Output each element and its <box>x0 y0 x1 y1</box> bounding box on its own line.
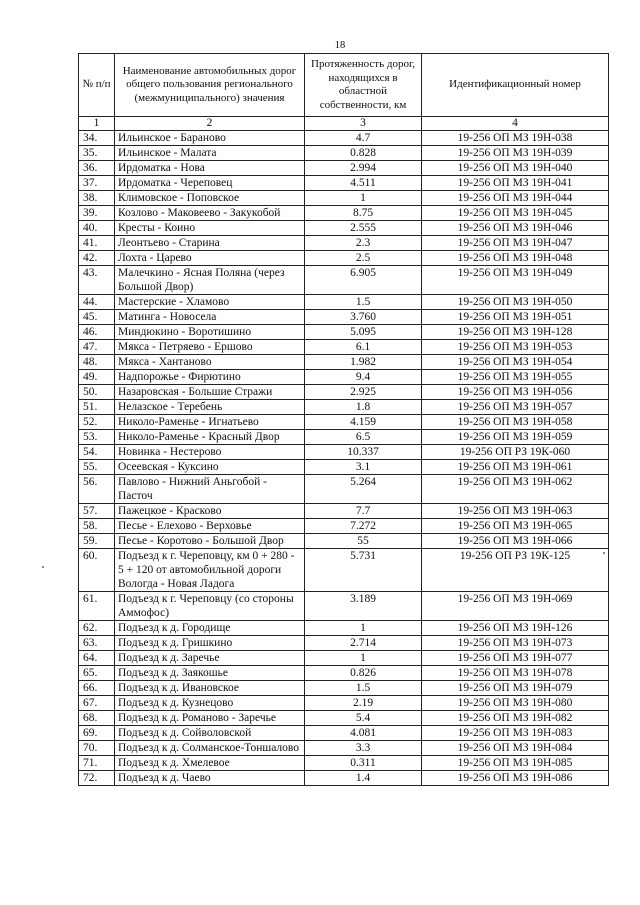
road-length: 3.3 <box>305 741 422 756</box>
road-name: Мастерские - Хламово <box>115 295 305 310</box>
road-length: 7.7 <box>305 504 422 519</box>
road-name: Николо-Раменье - Игнатьево <box>115 415 305 430</box>
table-row <box>79 666 609 681</box>
table-row <box>79 146 609 161</box>
road-name: Нелазское - Теребень <box>115 400 305 415</box>
road-name: Ирдоматка - Череповец <box>115 176 305 191</box>
road-id: 19-256 ОП МЗ 19Н-050 <box>422 295 609 310</box>
table-row <box>79 161 609 176</box>
road-name: Подъезд к г. Череповцу (со стороны Аммофос) <box>115 592 305 621</box>
row-number: 51. <box>79 400 115 415</box>
road-length: 1 <box>305 191 422 206</box>
row-number: 39. <box>79 206 115 221</box>
table-row <box>79 325 609 340</box>
road-name: Подъезд к д. Ивановское <box>115 681 305 696</box>
road-id: 19-256 ОП МЗ 19Н-082 <box>422 711 609 726</box>
row-number: 52. <box>79 415 115 430</box>
header-num: № п/п <box>79 54 115 117</box>
road-id: 19-256 ОП МЗ 19Н-061 <box>422 460 609 475</box>
road-id: 19-256 ОП МЗ 19Н-049 <box>422 266 609 295</box>
road-length: 4.511 <box>305 176 422 191</box>
row-number: 72. <box>79 771 115 786</box>
table-row <box>79 445 609 460</box>
road-id: 19-256 ОП МЗ 19Н-047 <box>422 236 609 251</box>
road-id: 19-256 ОП МЗ 19Н-069 <box>422 592 609 621</box>
road-name: Подъезд к д. Заречье <box>115 651 305 666</box>
road-name: Николо-Раменье - Красный Двор <box>115 430 305 445</box>
road-name: Осеевская - Куксино <box>115 460 305 475</box>
road-id: 19-256 ОП МЗ 19Н-063 <box>422 504 609 519</box>
row-number: 41. <box>79 236 115 251</box>
road-length: 0.828 <box>305 146 422 161</box>
road-name: Подъезд к д. Сойволовской <box>115 726 305 741</box>
row-number: 59. <box>79 534 115 549</box>
row-number: 63. <box>79 636 115 651</box>
road-name: Пажецкое - Красково <box>115 504 305 519</box>
road-name: Климовское - Поповское <box>115 191 305 206</box>
row-number: 57. <box>79 504 115 519</box>
road-length: 1.5 <box>305 295 422 310</box>
row-number: 65. <box>79 666 115 681</box>
row-number: 60. <box>79 549 115 592</box>
road-id: 19-256 ОП МЗ 19Н-086 <box>422 771 609 786</box>
table-header-row <box>79 54 609 117</box>
road-length: 0.311 <box>305 756 422 771</box>
roads-table <box>78 53 609 786</box>
road-id: 19-256 ОП МЗ 19Н-048 <box>422 251 609 266</box>
road-name: Лохта - Царево <box>115 251 305 266</box>
table-row <box>79 355 609 370</box>
row-number: 40. <box>79 221 115 236</box>
road-length: 55 <box>305 534 422 549</box>
road-name: Кресты - Коино <box>115 221 305 236</box>
scan-speck <box>42 566 44 568</box>
row-number: 34. <box>79 131 115 146</box>
road-length: 1.8 <box>305 400 422 415</box>
road-length: 4.7 <box>305 131 422 146</box>
row-number: 45. <box>79 310 115 325</box>
road-name: Подъезд к г. Череповцу, км 0 + 280 - 5 + 120 от автомобильной дороги Вологда - Новая Ладога <box>115 549 305 592</box>
road-id: 19-256 ОП МЗ 19Н-077 <box>422 651 609 666</box>
road-id: 19-256 ОП МЗ 19Н-073 <box>422 636 609 651</box>
road-length: 2.3 <box>305 236 422 251</box>
road-length: 2.925 <box>305 385 422 400</box>
table-row <box>79 295 609 310</box>
road-name: Козлово - Маковеево - Закукобой <box>115 206 305 221</box>
road-name: Подъезд к д. Городище <box>115 621 305 636</box>
table-row <box>79 696 609 711</box>
table-row <box>79 534 609 549</box>
road-name: Назаровская - Большие Стражи <box>115 385 305 400</box>
column-index-row <box>79 117 609 131</box>
table-row <box>79 711 609 726</box>
road-name: Песье - Елехово - Верховье <box>115 519 305 534</box>
row-number: 35. <box>79 146 115 161</box>
road-length: 2.714 <box>305 636 422 651</box>
row-number: 48. <box>79 355 115 370</box>
table-row <box>79 651 609 666</box>
row-number: 70. <box>79 741 115 756</box>
row-number: 55. <box>79 460 115 475</box>
table-row <box>79 415 609 430</box>
row-number: 42. <box>79 251 115 266</box>
row-number: 49. <box>79 370 115 385</box>
road-id: 19-256 ОП МЗ 19Н-058 <box>422 415 609 430</box>
row-number: 56. <box>79 475 115 504</box>
road-id: 19-256 ОП МЗ 19Н-080 <box>422 696 609 711</box>
table-row <box>79 636 609 651</box>
road-id: 19-256 ОП МЗ 19Н-057 <box>422 400 609 415</box>
road-name: Мякса - Петряево - Ершово <box>115 340 305 355</box>
road-id: 19-256 ОП МЗ 19Н-039 <box>422 146 609 161</box>
table-row <box>79 741 609 756</box>
road-id: 19-256 ОП МЗ 19Н-079 <box>422 681 609 696</box>
table-row <box>79 191 609 206</box>
road-id: 19-256 ОП РЗ 19К-060 <box>422 445 609 460</box>
road-name: Павлово - Нижний Аньгобой - Пасточ <box>115 475 305 504</box>
road-name: Песье - Коротово - Большой Двор <box>115 534 305 549</box>
road-length: 6.1 <box>305 340 422 355</box>
column-index: 1 <box>79 117 115 131</box>
row-number: 71. <box>79 756 115 771</box>
row-number: 66. <box>79 681 115 696</box>
road-id: 19-256 ОП МЗ 19Н-084 <box>422 741 609 756</box>
row-number: 46. <box>79 325 115 340</box>
road-name: Подъезд к д. Кузнецово <box>115 696 305 711</box>
table-row <box>79 460 609 475</box>
road-name: Надпорожье - Фирютино <box>115 370 305 385</box>
row-number: 68. <box>79 711 115 726</box>
road-name: Леонтьево - Старина <box>115 236 305 251</box>
road-length: 6.905 <box>305 266 422 295</box>
table-row <box>79 310 609 325</box>
road-name: Подъезд к д. Солманское-Тоншалово <box>115 741 305 756</box>
road-id: 19-256 ОП МЗ 19Н-056 <box>422 385 609 400</box>
road-id: 19-256 ОП МЗ 19Н-041 <box>422 176 609 191</box>
row-number: 43. <box>79 266 115 295</box>
table-row <box>79 726 609 741</box>
road-length: 7.272 <box>305 519 422 534</box>
road-length: 4.081 <box>305 726 422 741</box>
road-length: 4.159 <box>305 415 422 430</box>
row-number: 64. <box>79 651 115 666</box>
road-id: 19-256 ОП МЗ 19Н-126 <box>422 621 609 636</box>
road-length: 2.5 <box>305 251 422 266</box>
table-row <box>79 385 609 400</box>
row-number: 61. <box>79 592 115 621</box>
row-number: 62. <box>79 621 115 636</box>
road-length: 5.095 <box>305 325 422 340</box>
road-length: 10.337 <box>305 445 422 460</box>
road-length: 9.4 <box>305 370 422 385</box>
road-length: 6.5 <box>305 430 422 445</box>
road-name: Миндюкино - Воротишино <box>115 325 305 340</box>
scan-speck <box>603 552 605 554</box>
road-length: 8.75 <box>305 206 422 221</box>
road-id: 19-256 ОП МЗ 19Н-053 <box>422 340 609 355</box>
road-id: 19-256 ОП МЗ 19Н-066 <box>422 534 609 549</box>
road-length: 1.4 <box>305 771 422 786</box>
header-name: Наименование автомобильных дорог общего пользования регионального (межмуниципального) значения <box>115 54 305 117</box>
road-length: 2.994 <box>305 161 422 176</box>
road-id: 19-256 ОП МЗ 19Н-044 <box>422 191 609 206</box>
table-row <box>79 756 609 771</box>
road-length: 1.982 <box>305 355 422 370</box>
table-row <box>79 236 609 251</box>
table-row <box>79 370 609 385</box>
table-row <box>79 430 609 445</box>
road-name: Подъезд к д. Чаево <box>115 771 305 786</box>
table-row <box>79 504 609 519</box>
column-index: 4 <box>422 117 609 131</box>
table-row <box>79 206 609 221</box>
road-id: 19-256 ОП МЗ 19Н-051 <box>422 310 609 325</box>
row-number: 50. <box>79 385 115 400</box>
road-name: Подъезд к д. Хмелевое <box>115 756 305 771</box>
road-id: 19-256 ОП МЗ 19Н-128 <box>422 325 609 340</box>
table-row <box>79 771 609 786</box>
road-length: 2.19 <box>305 696 422 711</box>
road-id: 19-256 ОП МЗ 19Н-065 <box>422 519 609 534</box>
row-number: 54. <box>79 445 115 460</box>
page-number: 18 <box>334 40 346 51</box>
row-number: 58. <box>79 519 115 534</box>
road-name: Подъезд к д. Романово - Заречье <box>115 711 305 726</box>
road-name: Новинка - Нестерово <box>115 445 305 460</box>
table-row <box>79 621 609 636</box>
road-id: 19-256 ОП МЗ 19Н-059 <box>422 430 609 445</box>
table-row <box>79 266 609 295</box>
road-length: 1 <box>305 651 422 666</box>
road-length: 0.826 <box>305 666 422 681</box>
column-index: 2 <box>115 117 305 131</box>
road-length: 5.264 <box>305 475 422 504</box>
road-id: 19-256 ОП МЗ 19Н-055 <box>422 370 609 385</box>
road-length: 5.731 <box>305 549 422 592</box>
table-row <box>79 549 609 592</box>
road-length: 2.555 <box>305 221 422 236</box>
road-id: 19-256 ОП МЗ 19Н-045 <box>422 206 609 221</box>
row-number: 67. <box>79 696 115 711</box>
table-row <box>79 400 609 415</box>
road-name: Матинга - Новосела <box>115 310 305 325</box>
table-row <box>79 592 609 621</box>
road-name: Подъезд к д. Заякошье <box>115 666 305 681</box>
road-id: 19-256 ОП МЗ 19Н-038 <box>422 131 609 146</box>
row-number: 38. <box>79 191 115 206</box>
road-name: Ирдоматка - Нова <box>115 161 305 176</box>
header-code: Идентификационный номер <box>422 54 609 117</box>
table-row <box>79 340 609 355</box>
road-name: Малечкино - Ясная Поляна (через Большой Двор) <box>115 266 305 295</box>
road-id: 19-256 ОП МЗ 19Н-085 <box>422 756 609 771</box>
road-id: 19-256 ОП МЗ 19Н-083 <box>422 726 609 741</box>
table-row <box>79 176 609 191</box>
road-name: Мякса - Хантаново <box>115 355 305 370</box>
row-number: 44. <box>79 295 115 310</box>
table-row <box>79 221 609 236</box>
road-length: 3.1 <box>305 460 422 475</box>
column-index: 3 <box>305 117 422 131</box>
road-name: Подъезд к д. Гришкино <box>115 636 305 651</box>
table-row <box>79 251 609 266</box>
road-name: Ильинское - Бараново <box>115 131 305 146</box>
row-number: 53. <box>79 430 115 445</box>
road-length: 3.760 <box>305 310 422 325</box>
road-length: 5.4 <box>305 711 422 726</box>
table-row <box>79 681 609 696</box>
row-number: 47. <box>79 340 115 355</box>
road-id: 19-256 ОП МЗ 19Н-040 <box>422 161 609 176</box>
row-number: 37. <box>79 176 115 191</box>
road-id: 19-256 ОП МЗ 19Н-062 <box>422 475 609 504</box>
row-number: 36. <box>79 161 115 176</box>
road-length: 1 <box>305 621 422 636</box>
table-row <box>79 131 609 146</box>
road-id: 19-256 ОП МЗ 19Н-078 <box>422 666 609 681</box>
table-row <box>79 475 609 504</box>
road-name: Ильинское - Малата <box>115 146 305 161</box>
road-id: 19-256 ОП МЗ 19Н-046 <box>422 221 609 236</box>
road-id: 19-256 ОП РЗ 19К-125 <box>422 549 609 592</box>
row-number: 69. <box>79 726 115 741</box>
table-row <box>79 519 609 534</box>
road-length: 1.5 <box>305 681 422 696</box>
header-length: Протяженность дорог, находящихся в областной собственности, км <box>305 54 422 117</box>
road-id: 19-256 ОП МЗ 19Н-054 <box>422 355 609 370</box>
road-length: 3.189 <box>305 592 422 621</box>
